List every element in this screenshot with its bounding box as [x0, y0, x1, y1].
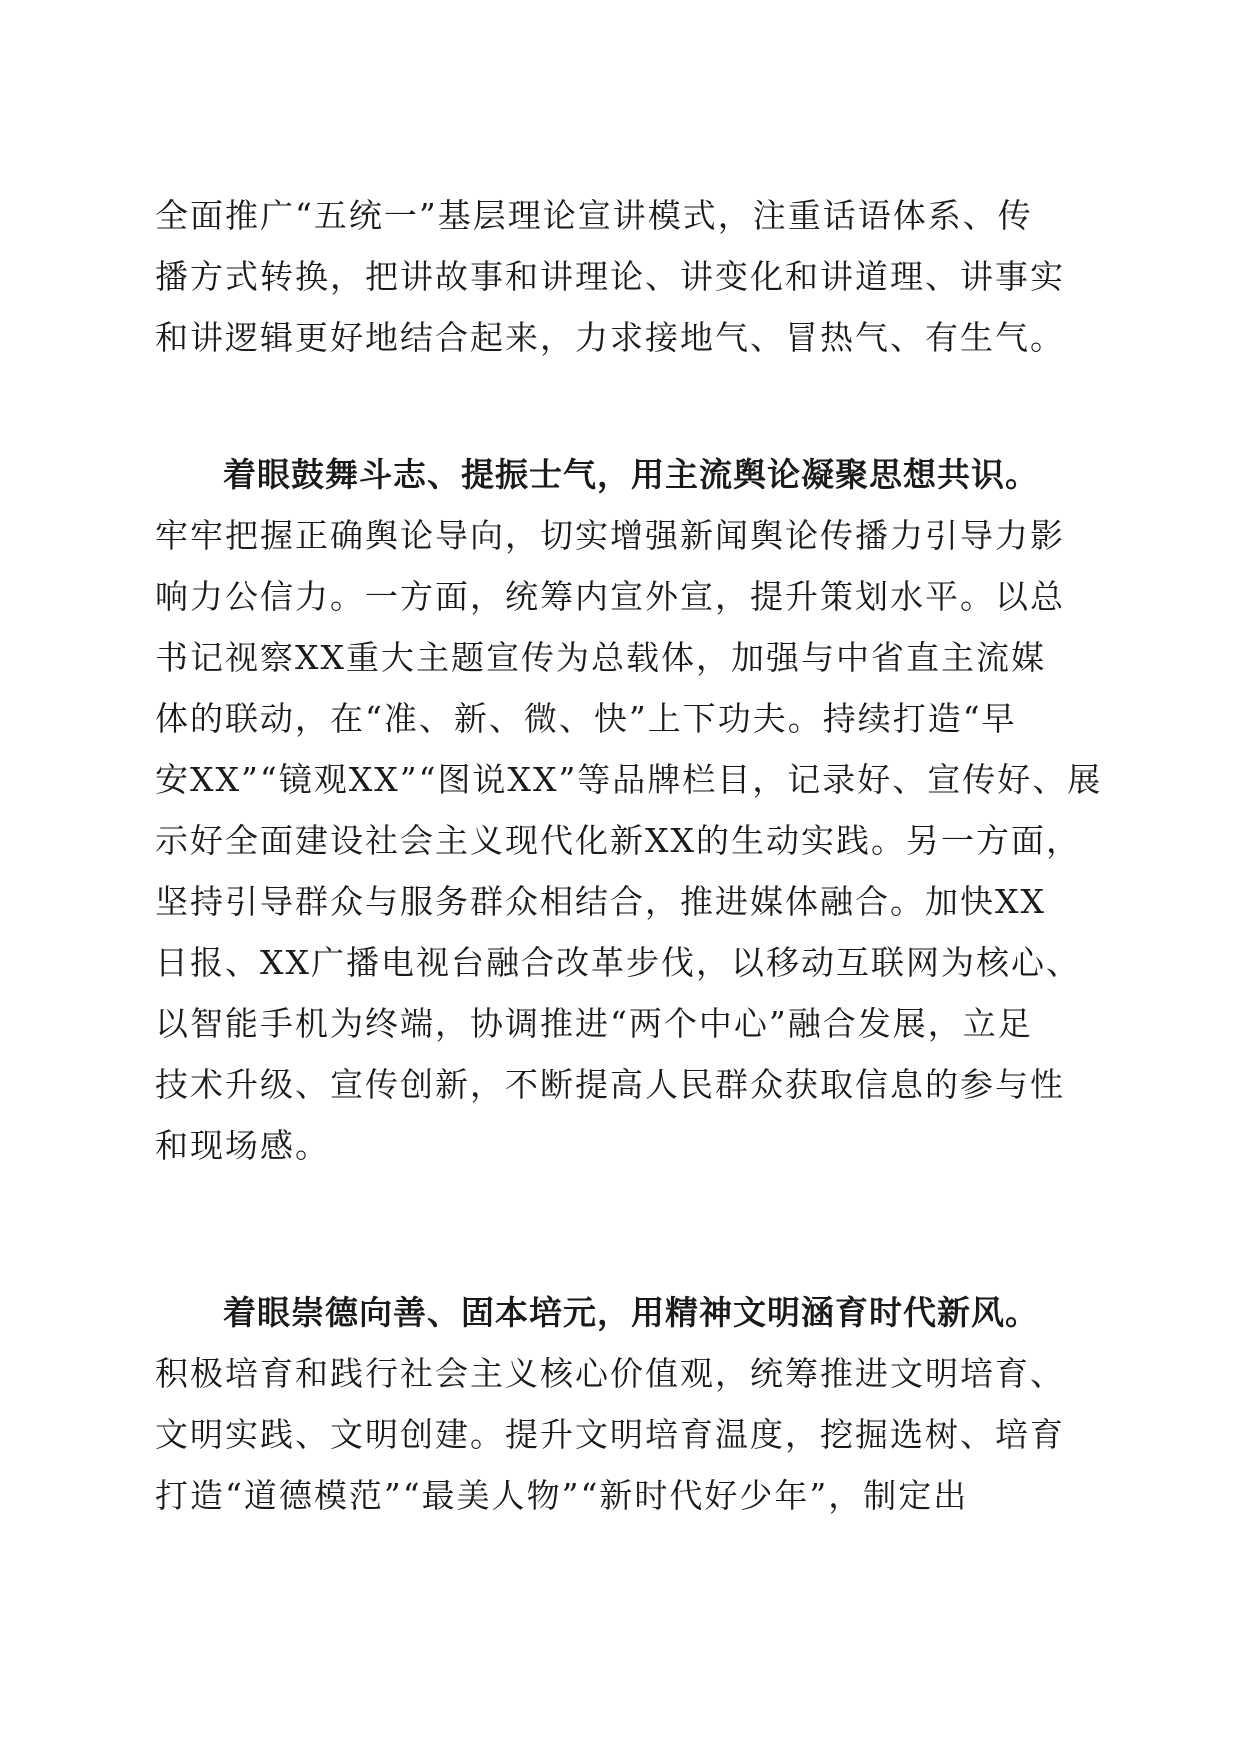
- section-heading: 着眼崇德向善、固本培元，用精神文明涵育时代新风。: [223, 1293, 1039, 1332]
- text-line: 播方式转换，把讲故事和讲理论、讲变化和讲道理、讲事实: [155, 257, 1065, 296]
- text-line: 技术升级、宣传创新，不断提高人民群众获取信息的参与性: [155, 1065, 1065, 1104]
- text-line: 积极培育和践行社会主义核心价值观，统筹推进文明培育、: [155, 1354, 1065, 1393]
- text-line: 打造“道德模范”“最美人物”“新时代好少年”，制定出: [155, 1476, 969, 1515]
- text-line: 日报、XX广播电视台融合改革步伐，以移动互联网为核心、: [155, 943, 1081, 982]
- paragraph-spiritual-civilization: [155, 1282, 1090, 1526]
- text-line: 安XX”“镜观XX”“图说XX”等品牌栏目，记录好、宣传好、展: [155, 760, 1103, 799]
- text-line: 文明实践、文明创建。提升文明培育温度，挖掘选树、培育: [155, 1415, 1065, 1454]
- text-line: 坚持引导群众与服务群众相结合，推进媒体融合。加快XX: [155, 882, 1046, 921]
- text-line: 示好全面建设社会主义现代化新XX的生动实践。另一方面，: [155, 821, 1081, 860]
- text-line: 全面推广“五统一”基层理论宣讲模式，注重话语体系、传: [155, 196, 1033, 235]
- text-line: 体的联动，在“准、新、微、快”上下功夫。持续打造“早: [155, 699, 1017, 738]
- text-line: 和讲逻辑更好地结合起来，力求接地气、冒热气、有生气。: [155, 318, 1065, 357]
- paragraph-public-opinion: [155, 444, 1103, 1176]
- text-line: 以智能手机为终端，协调推进“两个中心”融合发展，立足: [155, 1004, 1033, 1043]
- text-line: 和现场感。: [155, 1126, 330, 1165]
- text-line: 响力公信力。一方面，统筹内宣外宣，提升策划水平。以总: [155, 577, 1065, 616]
- text-line: 牢牢把握正确舆论导向，切实增强新闻舆论传播力引导力影: [155, 516, 1065, 555]
- section-heading: 着眼鼓舞斗志、提振士气，用主流舆论凝聚思想共识。: [223, 455, 1039, 494]
- paragraph-theory-lecture: [155, 185, 1090, 368]
- text-line: 书记视察XX重大主题宣传为总载体，加强与中省直主流媒: [155, 638, 1046, 677]
